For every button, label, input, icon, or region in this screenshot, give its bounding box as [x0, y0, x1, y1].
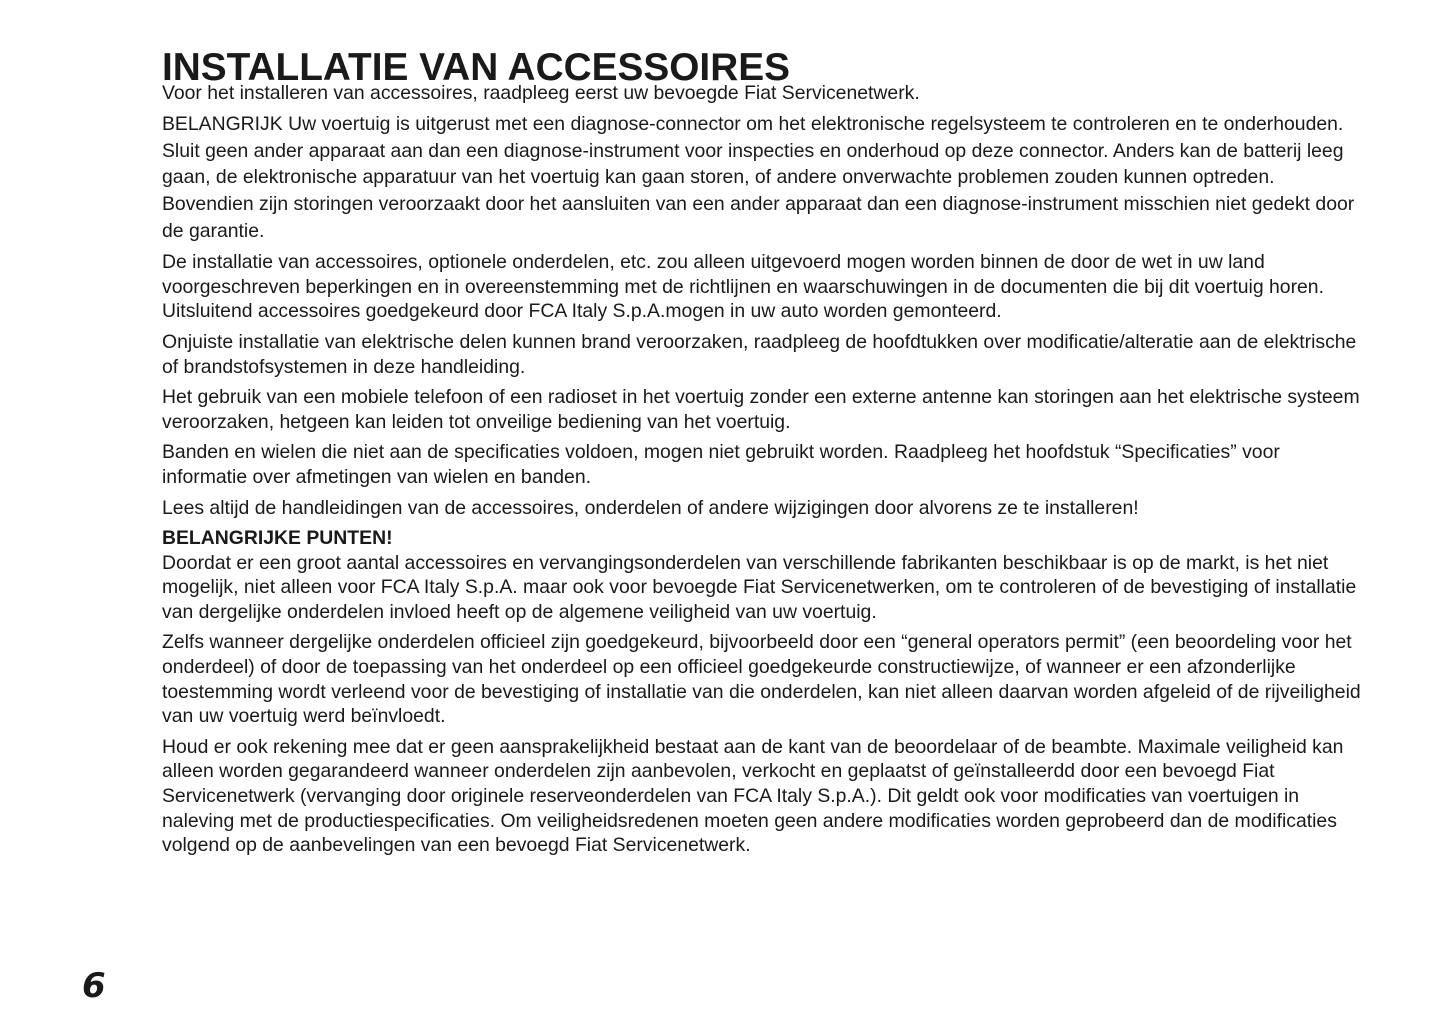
page-number: 6: [82, 966, 106, 1006]
section-heading-accessories: INSTALLATIE VAN ACCESSOIRES: [162, 46, 790, 89]
paragraph-mobile-phone: Het gebruik van een mobiele telefoon of een radioset in het voertuig zonder een externe antenne kan storingen aan het elektrische systeem veroorzaken, hetgeen kan leiden tot onveilige bediening van het voertuig.: [162, 386, 1360, 433]
paragraph-liability: Houd er ook rekening mee dat er geen aansprakelijkheid bestaat aan de kant van de beoordelaar of de beambte. Maximale veiligheid kan alleen worden gegarandeerd wanneer onderdelen zijn aanbevolen, verkocht en geplaatst of geïnstalleerdd door een bevoegd Fiat Servicenetwerk (vervanging door originele reserveonderdelen van FCA Italy S.p.A.). Dit geldt ook voor modificaties van voertuigen in naleving met de productiespecificaties. Om veiligheidsredenen moeten geen andere modificaties worden geprobeerd dan de modificaties volgend op de aanbevelingen van een bevoegd Fiat Servicenetwerk.: [162, 735, 1344, 857]
paragraph-official-approval: Zelfs wanneer dergelijke onderdelen officieel zijn goedgekeurd, bijvoorbeeld door een “general operators permit” (een beoordeling voor het onderdeel) of door de toepassing van het onderdeel op een officieel goedgekeurde constructiewijze, of wanneer er een afzonderlijke toestemming wordt verleend voor de bevestiging of installatie van die onderdelen, kan niet alleen daarvan worden afgeleid of de rijveiligheid van uw voertuig werd beïnvloedt.: [162, 631, 1361, 728]
paragraph-installation-limits: De installatie van accessoires, optionele onderdelen, etc. zou alleen uitgevoerd mogen worden binnen de door de wet in uw land voorgeschreven beperkingen en in overeenstemming met de richtlijnen en waarschuwingen in de documenten die bij dit voertuig horen. Uitsluitend accessoires goedgekeurd door FCA Italy S.p.A.mogen in uw auto worden gemonteerd.: [162, 251, 1324, 323]
important-notice-paragraph: BELANGRIJK Uw voertuig is uitgerust met een diagnose-connector om het elektronische regelsysteem te controleren en te onderhouden. Sluit geen ander apparaat aan dan een diagnose-instrument voor inspecties en onderhoud op deze connector. Anders kan de batterij leeg gaan, de elektronische apparatuur van het voertuig kan gaan storen, of andere onverwachte problemen zouden kunnen optreden. Bovendien zijn storingen veroorzaakt door het aansluiten van een ander apparaat dan een diagnose-instrument misschien niet gedekt door de garantie.: [162, 113, 1355, 242]
paragraph-electrical-fire: Onjuiste installatie van elektrische delen kunnen brand veroorzaken, raadpleeg de hoofdtukken over modificatie/alteratie aan de elektrische of brandstofsystemen in deze handleiding.: [162, 330, 1357, 378]
paragraph-read-manuals: Lees altijd de handleidingen van de accessoires, onderdelen of andere wijzigingen door alvorens ze te installeren!: [162, 496, 1139, 519]
paragraph-tyres-wheels: Banden en wielen die niet aan de specificaties voldoen, mogen niet gebruikt worden. Raadpleeg het hoofdstuk “Specificaties” voor informatie over afmetingen van wielen en banden.: [162, 441, 1280, 488]
intro-paragraph: Voor het installeren van accessoires, raadpleeg eerst uw bevoegde Fiat Servicenetwerk.: [162, 81, 920, 104]
page-content: [162, 46, 1362, 864]
paragraph-many-accessories: Doordat er een groot aantal accessoires en vervangingsonderdelen van verschillende fabrikanten beschikbaar is op de markt, is het niet mogelijk, niet alleen voor FCA Italy S.p.A. maar ook voor bevoegde Fiat Servicenetwerken, om te controleren of de bevestiging of installatie van dergelijke onderdelen invloed heeft op de algemene veiligheid van uw voertuig.: [162, 551, 1357, 623]
section-heading-important-points: BELANGRIJKE PUNTEN!: [162, 527, 393, 550]
